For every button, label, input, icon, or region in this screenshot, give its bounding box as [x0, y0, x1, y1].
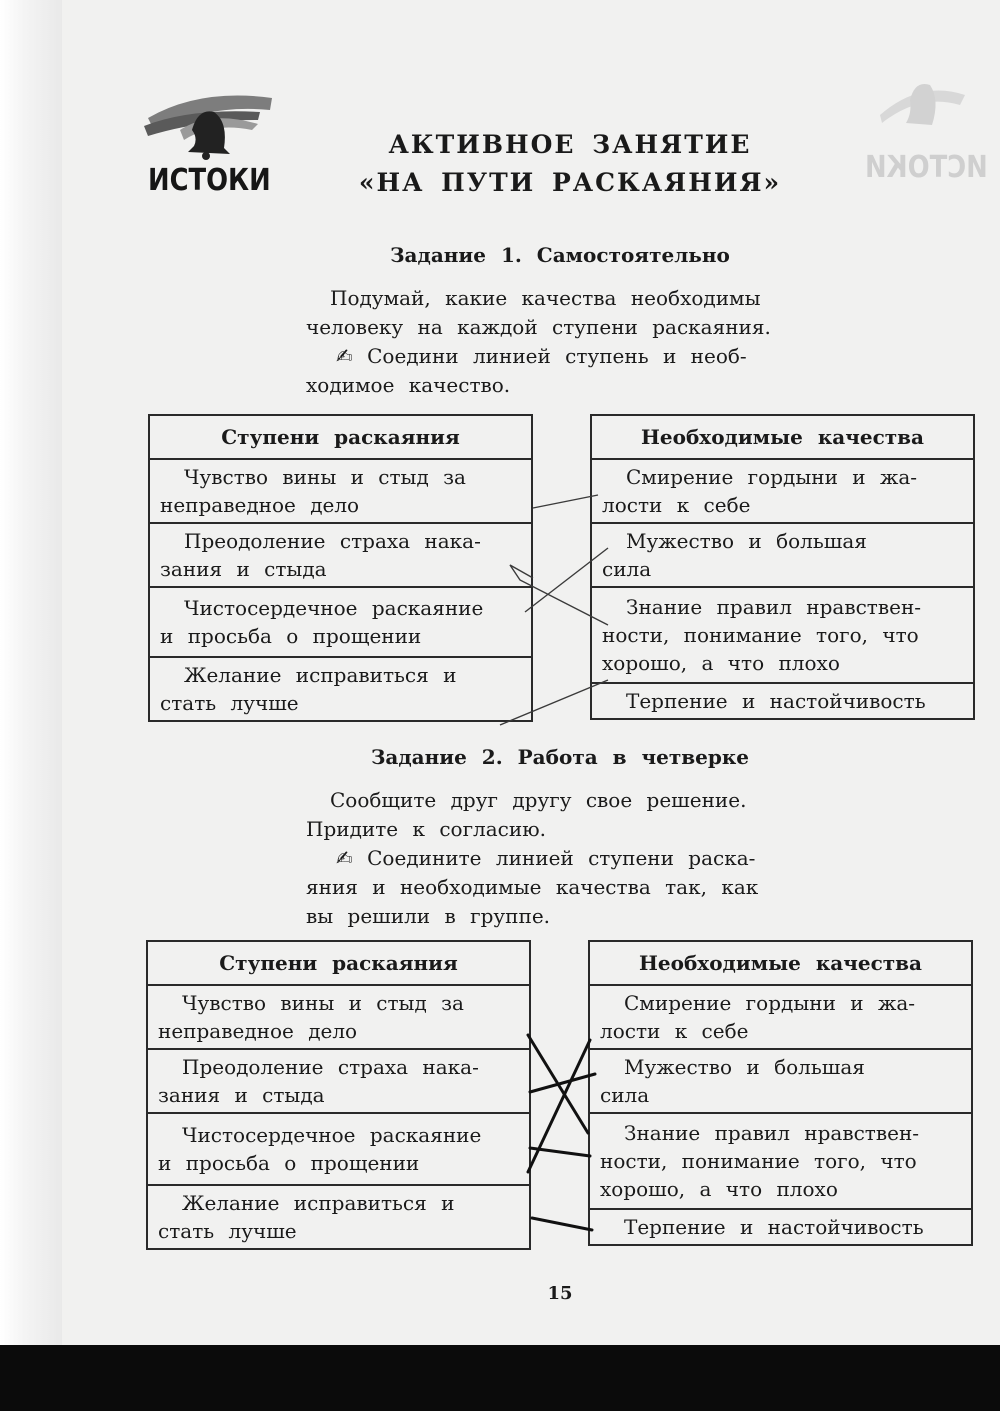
table2-qualities-header: Необходимые качества — [589, 941, 972, 985]
table1-steps — [148, 414, 533, 722]
task1-line-1: Подумай, какие качества необходимы — [330, 286, 761, 310]
table1-quality-3[interactable]: Знание правил нравствен- ности, понимание того, что хорошо, а что плохо — [591, 587, 974, 683]
task2-line-5: вы решили в группе. — [306, 904, 551, 928]
ghost-bell-icon — [870, 75, 970, 145]
task1-line-2: человеку на каждой ступени раскаяния. — [306, 315, 771, 339]
table2-quality-2[interactable]: Мужество и большая сила — [589, 1049, 972, 1113]
table1-step-4[interactable]: Желание исправиться и стать лучше — [149, 657, 532, 721]
task1-line-4: ходимое качество. — [306, 373, 511, 397]
table2-quality-1[interactable]: Смирение гордыни и жа- лости к себе — [589, 985, 972, 1049]
task2-line-1: Сообщите друг другу свое решение. — [330, 788, 747, 812]
table2-step-4[interactable]: Желание исправиться и стать лучше — [147, 1185, 530, 1249]
table2-step-2[interactable]: Преодоление страха нака- зания и стыда — [147, 1049, 530, 1113]
task1-line-3: Соедини линией ступень и необ- — [367, 344, 747, 368]
task2-line-4: яния и необходимые качества так, как — [306, 875, 759, 899]
table1-qualities — [590, 414, 975, 720]
task1-title: Задание 1. Самостоятельно — [390, 243, 730, 267]
table2-steps — [146, 940, 531, 1250]
table1-step-3[interactable]: Чистосердечное раскаяние и просьба о прощении — [149, 587, 532, 657]
page-number: 15 — [547, 1283, 573, 1304]
task2-line-2: Придите к согласию. — [306, 817, 546, 841]
page-title-line-1: АКТИВНОЕ ЗАНЯТИЕ — [388, 130, 752, 159]
table2-quality-4[interactable]: Терпение и настойчивость — [589, 1209, 972, 1245]
table1-step-2[interactable]: Преодоление страха нака- зания и стыда — [149, 523, 532, 587]
pencil-icon: ✍ — [336, 344, 353, 368]
pencil-icon: ✍ — [336, 846, 353, 870]
table1-steps-header: Ступени раскаяния — [149, 415, 532, 459]
page-title-line-2: «НА ПУТИ РАСКАЯНИЯ» — [358, 168, 782, 197]
task2-title: Задание 2. Работа в четверке — [370, 745, 750, 769]
table1-quality-1[interactable]: Смирение гордыни и жа- лости к себе — [591, 459, 974, 523]
table2-step-1[interactable]: Чувство вины и стыд за неправедное дело — [147, 985, 530, 1049]
table1-qualities-header: Необходимые качества — [591, 415, 974, 459]
table1-quality-2[interactable]: Мужество и большая сила — [591, 523, 974, 587]
task2-instructions — [306, 786, 818, 931]
table1-step-1[interactable]: Чувство вины и стыд за неправедное дело — [149, 459, 532, 523]
table2-qualities — [588, 940, 973, 1246]
table1-quality-4[interactable]: Терпение и настойчивость — [591, 683, 974, 719]
table2-step-3[interactable]: Чистосердечное раскаяние и просьба о прощении — [147, 1113, 530, 1185]
logo-wordmark: ИСТОКИ — [148, 163, 271, 198]
task1-instructions — [306, 284, 818, 400]
task2-line-3: Соедините линией ступени раска- — [367, 846, 756, 870]
page-binding-shadow — [0, 0, 62, 1345]
scanner-black-edge — [0, 1345, 1000, 1411]
table2-steps-header: Ступени раскаяния — [147, 941, 530, 985]
ghost-logo-bleed-through: ИСТОКИ — [864, 150, 988, 185]
table2-quality-3[interactable]: Знание правил нравствен- ности, понимание того, что хорошо, а что плохо — [589, 1113, 972, 1209]
